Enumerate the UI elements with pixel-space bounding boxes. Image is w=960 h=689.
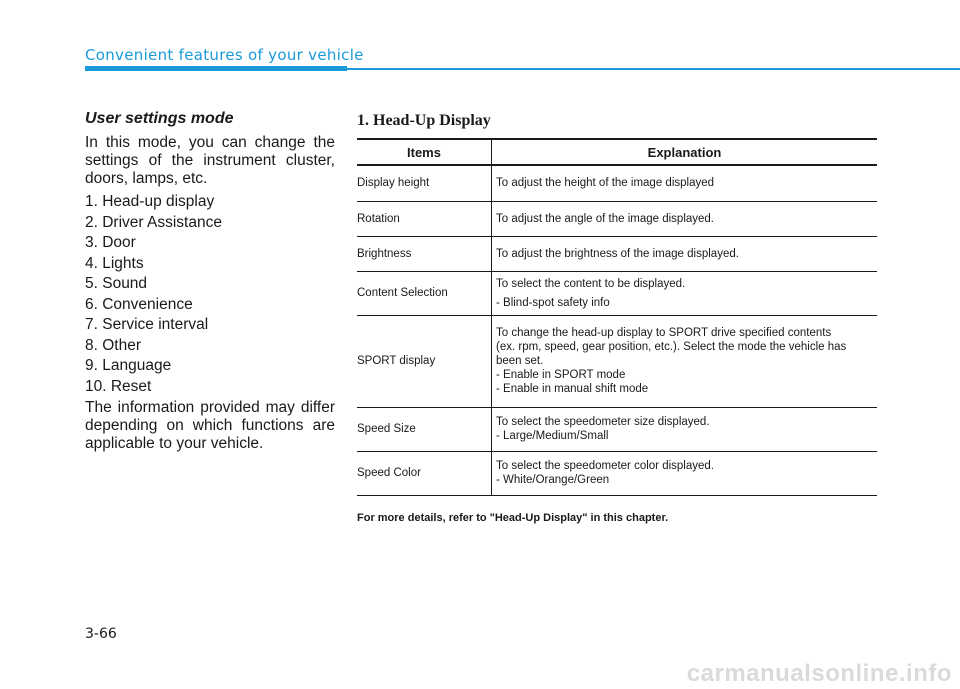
explanation-line: - White/Orange/Green [496, 474, 610, 486]
table-title: 1. Head-Up Display [357, 112, 491, 129]
explanation-line: To select the content to be displayed. [496, 277, 686, 290]
list-item: 3. Door [85, 234, 136, 251]
row-item: Speed Size [357, 407, 492, 451]
explanation-line: To adjust the height of the image displayed [496, 177, 715, 190]
table-row [357, 451, 877, 495]
page-number: 3-66 [85, 626, 117, 642]
list-item: 7. Service interval [85, 316, 209, 333]
explanation-line: - Blind-spot safety info [496, 296, 610, 309]
column-header-explanation: Explanation [492, 139, 878, 165]
table-header-row [357, 139, 877, 165]
list-item: 6. Convenience [85, 295, 193, 313]
explanation-line: To adjust the brightness of the image displayed. [496, 247, 739, 260]
table-row [357, 271, 877, 315]
explanation-line: To adjust the angle of the image displayed. [496, 212, 715, 225]
row-explanation [492, 271, 878, 315]
header-accent-bar [85, 66, 347, 71]
table-row [357, 315, 877, 407]
explanation-line: been set. [496, 355, 544, 367]
hud-table-section [357, 112, 877, 524]
row-item: SPORT display [357, 315, 492, 407]
list-item: 2. Driver Assistance [85, 213, 222, 231]
row-item: Content Selection [357, 271, 492, 315]
table-footnote: For more details, refer to "Head-Up Display" in this chapter. [357, 511, 669, 524]
row-explanation [492, 201, 878, 236]
row-item: Rotation [357, 201, 492, 236]
explanation-line: - Enable in manual shift mode [496, 383, 649, 395]
explanation-line: To change the head-up display to SPORT drive specified contents [496, 327, 832, 339]
explanation-line: - Enable in SPORT mode [496, 369, 626, 381]
list-item: 9. Language [85, 357, 172, 374]
row-explanation [492, 236, 878, 271]
hud-settings-table [357, 138, 877, 496]
row-explanation [492, 315, 878, 407]
row-explanation [492, 451, 878, 495]
list-item: 4. Lights [85, 254, 144, 272]
list-item: 5. Sound [85, 275, 148, 292]
explanation-line: To select the speedometer color displayed. [496, 460, 714, 472]
list-item: 10. Reset [85, 377, 152, 395]
row-item: Brightness [357, 236, 492, 271]
table-row [357, 201, 877, 236]
row-item: Display height [357, 165, 492, 201]
list-item: 1. Head-up display [85, 193, 215, 210]
explanation-line: (ex. rpm, speed, gear position, etc.). Select the mode the vehicle has [496, 341, 847, 353]
intro-paragraph: In this mode, you can change the settings of the instrument cluster, doors, lamps, etc. [85, 134, 335, 187]
column-header-items: Items [357, 139, 492, 165]
table-row [357, 236, 877, 271]
user-settings-column [85, 110, 335, 453]
section-heading: User settings mode [85, 110, 234, 127]
row-explanation [492, 407, 878, 451]
header-rule [347, 68, 960, 70]
explanation-line: To select the speedometer size displayed. [496, 416, 710, 428]
row-item: Speed Color [357, 451, 492, 495]
table-row [357, 165, 877, 201]
table-row [357, 407, 877, 451]
row-explanation [492, 165, 878, 201]
list-item: 8. Other [85, 336, 141, 354]
outro-paragraph: The information provided may differ depending on which functions are applicable to your vehicle. [85, 399, 335, 452]
section-header-title: Convenient features of your vehicle [85, 46, 364, 64]
watermark: carmanualsonline.info [686, 660, 952, 687]
explanation-line: - Large/Medium/Small [496, 430, 609, 442]
settings-list [85, 192, 335, 397]
